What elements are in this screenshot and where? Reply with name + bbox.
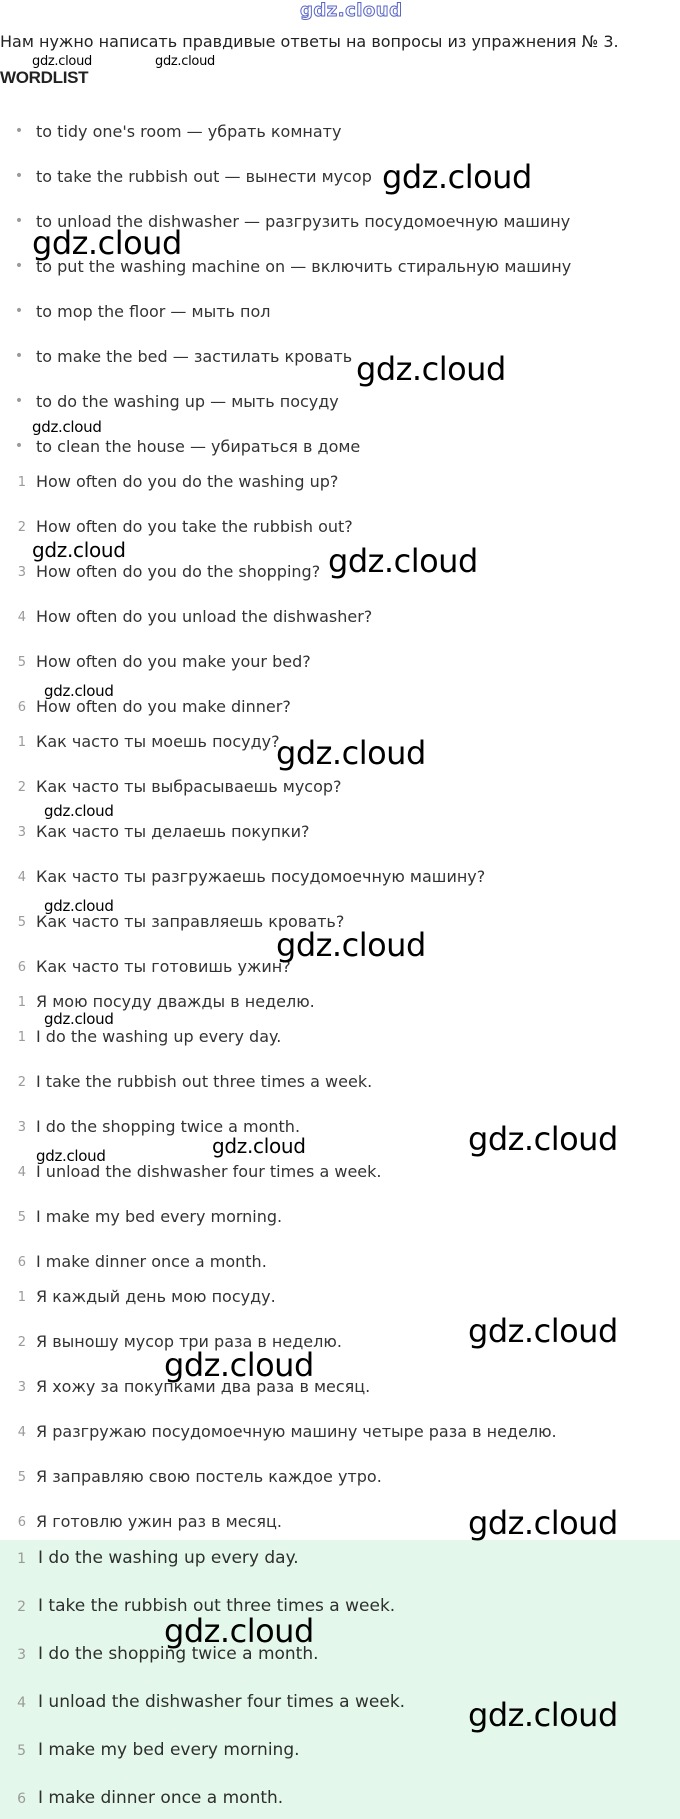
watermark: gdz.cloud xyxy=(276,734,426,772)
site-logo[interactable]: gdz.cloud xyxy=(300,0,403,21)
watermark: gdz.cloud xyxy=(164,1346,314,1384)
watermark: gdz.cloud xyxy=(356,350,506,388)
watermark: gdz.cloud xyxy=(382,158,532,196)
watermark: gdz.cloud xyxy=(468,1312,618,1350)
watermark: gdz.cloud xyxy=(468,1504,618,1542)
bullet-icon: • xyxy=(14,303,24,319)
watermark: gdz.cloud xyxy=(32,538,126,562)
intro-text: Нам нужно написать правдивые ответы на вопросы из упражнения № 3. xyxy=(0,32,619,51)
watermark: gdz.cloud xyxy=(468,1120,618,1158)
watermark: gdz.cloud xyxy=(44,682,114,700)
watermark: gdz.cloud xyxy=(36,1147,106,1165)
bullet-icon: • xyxy=(14,258,24,274)
watermark: gdz.cloud xyxy=(44,802,114,820)
bullet-icon: • xyxy=(14,213,24,229)
watermark: gdz.cloud xyxy=(212,1134,306,1158)
watermark: gdz.cloud xyxy=(44,1010,114,1028)
bullet-icon: • xyxy=(14,168,24,184)
final-answer-box xyxy=(0,1540,680,1819)
watermark: gdz.cloud xyxy=(276,926,426,964)
watermark: gdz.cloud xyxy=(328,542,478,580)
bullet-icon: • xyxy=(14,393,24,409)
watermark: gdz.cloud xyxy=(468,1696,618,1734)
wordlist-heading: WORDLIST xyxy=(0,68,89,87)
bullet-icon: • xyxy=(14,123,24,139)
watermark: gdz.cloud xyxy=(32,224,182,262)
watermark: gdz.cloud xyxy=(32,418,102,436)
watermark: gdz.cloud xyxy=(155,54,215,69)
bullet-icon: • xyxy=(14,438,24,454)
bullet-icon: • xyxy=(14,348,24,364)
watermark: gdz.cloud xyxy=(32,54,92,69)
watermark: gdz.cloud xyxy=(164,1612,314,1650)
watermark: gdz.cloud xyxy=(44,897,114,915)
